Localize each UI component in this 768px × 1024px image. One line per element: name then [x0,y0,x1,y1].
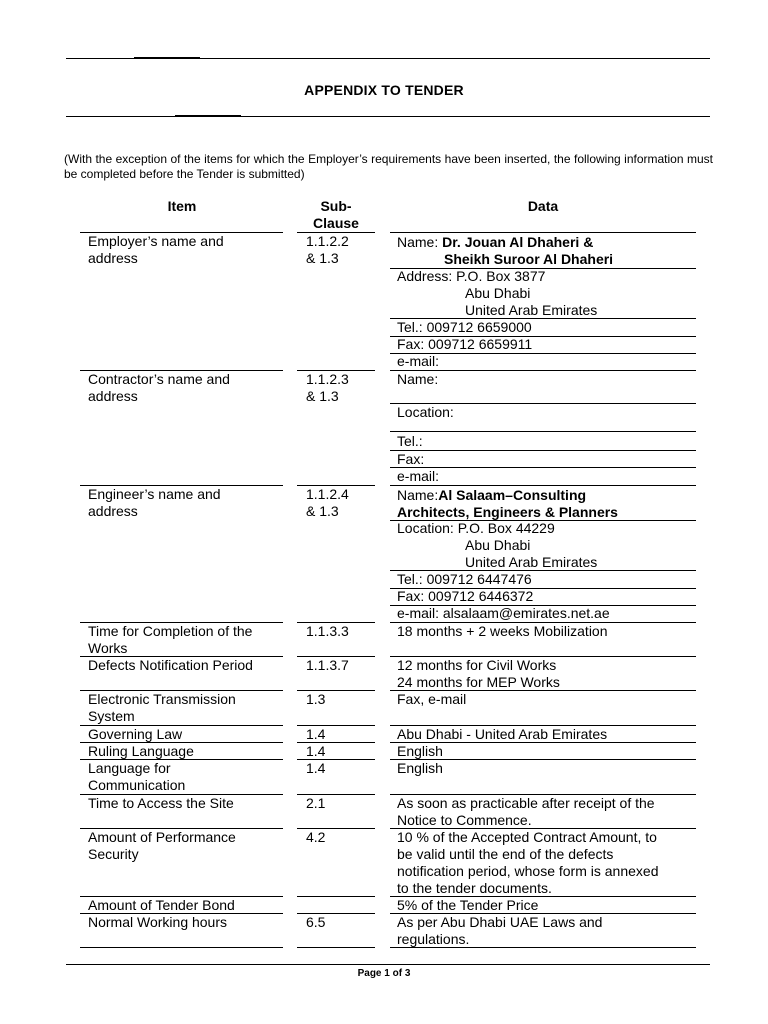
engineer-clause-line1: 1.1.2.4 [306,486,349,502]
transmission-clause: 1.3 [306,691,326,707]
employer-clause-line2: & 1.3 [306,250,339,266]
hours-data [397,914,602,948]
defects-clause: 1.1.3.7 [306,657,349,673]
ruling-clause: 1.4 [306,743,326,759]
engineer-name-line2: Architects, Engineers & Planners [397,504,618,520]
site-item: Time to Access the Site [88,795,234,811]
completion-data: 18 months + 2 weeks Mobilization [397,623,608,639]
employer-name-label: Name: [397,234,443,250]
law-data: Abu Dhabi - United Arab Emirates [397,726,608,742]
transmission-item-line1: Electronic Transmission [88,691,236,707]
engineer-location-line3: United Arab Emirates [465,554,598,570]
completion-clause: 1.1.3.3 [306,623,349,639]
contractor-clause-line1: 1.1.2.3 [306,371,349,387]
employer-address [397,268,597,319]
law-item: Governing Law [88,726,183,742]
defects-data [397,657,560,691]
hours-data-line1: As per Abu Dhabi UAE Laws and [397,914,603,930]
performance-data-line2: be valid until the end of the defects [397,846,614,862]
row-rule [390,232,696,233]
row-rule [390,947,696,948]
page-number: Page 1 of 3 [357,968,411,979]
header-rule-bottom [66,116,710,117]
contractor-location: Location: [397,404,454,420]
intro-text: (With the exception of the items for which the Employer’s requirements have been inserted, the following information must be completed before the Tender is submitted) [64,152,713,181]
employer-email: e-mail: [397,353,440,369]
page-title: APPENDIX TO TENDER [304,82,464,98]
completion-item-line1: Time for Completion of the [88,623,253,639]
row-rule [297,947,375,948]
site-data [397,795,655,829]
contractor-clause [306,371,349,405]
communication-clause: 1.4 [306,760,326,776]
contractor-tel: Tel.: [397,433,423,449]
transmission-item-line2: System [88,708,135,724]
employer-name-line1: Dr. Jouan Al Dhaheri & [442,234,594,250]
data-rule [390,450,696,451]
column-header-subclause-line2: Clause [313,215,359,231]
contractor-email: e-mail: [397,468,440,484]
employer-clause [306,233,349,267]
column-header-subclause-line1: Sub- [320,198,352,214]
column-header-subclause [296,198,376,232]
site-data-line2: Notice to Commence. [397,812,532,828]
engineer-tel: Tel.: 009712 6447476 [397,571,532,587]
performance-clause: 4.2 [306,829,326,845]
employer-address-line1: Address: P.O. Box 3877 [397,268,546,284]
contractor-item-line1: Contractor’s name and [88,371,230,387]
bond-data: 5% of the Tender Price [397,897,539,913]
transmission-data: Fax, e-mail [397,691,467,707]
employer-item-line1: Employer’s name and [88,233,224,249]
performance-data [397,829,658,897]
communication-item-line2: Communication [88,777,186,793]
column-header-data: Data [527,198,559,214]
engineer-name-label: Name: [397,487,439,503]
completion-item [88,623,252,657]
performance-item-line2: Security [88,846,139,862]
transmission-item [88,691,236,725]
communication-item-line1: Language for [88,760,171,776]
header-rule-top-thick [134,57,200,58]
engineer-name [397,487,618,521]
employer-clause-line1: 1.1.2.2 [306,233,349,249]
defects-data-line1: 12 months for Civil Works [397,657,557,673]
communication-data: English [397,760,443,776]
contractor-item-line2: address [88,388,138,404]
employer-item [88,233,224,267]
engineer-clause [306,486,349,520]
performance-data-line4: to the tender documents. [397,880,552,896]
row-rule [297,896,375,897]
row-rule [390,485,696,486]
data-rule [390,431,696,432]
contractor-clause-line2: & 1.3 [306,388,339,404]
engineer-item [88,486,221,520]
site-data-line1: As soon as practicable after receipt of the [397,795,655,811]
hours-item: Normal Working hours [88,914,228,930]
employer-name-line2: Sheikh Suroor Al Dhaheri [444,251,614,267]
engineer-location [397,520,597,571]
column-header-item: Item [167,198,197,214]
performance-item-line1: Amount of Performance [88,829,236,845]
engineer-email: e-mail: alsalaam@emirates.net.ae [397,605,610,621]
ruling-item: Ruling Language [88,743,194,759]
employer-address-line2: Abu Dhabi [465,285,531,301]
header-rule-bottom-thick [175,115,241,116]
footer-rule [66,964,710,965]
engineer-location-line1: Location: P.O. Box 44229 [397,520,555,536]
employer-tel: Tel.: 009712 6659000 [397,319,532,335]
site-clause: 2.1 [306,795,326,811]
header-rule-top [66,58,710,59]
engineer-fax: Fax: 009712 6446372 [397,588,534,604]
performance-item [88,829,236,863]
contractor-item [88,371,230,405]
employer-name [397,234,613,268]
employer-item-line2: address [88,250,138,266]
communication-item [88,760,185,794]
completion-item-line2: Works [88,640,128,656]
hours-data-line2: regulations. [397,931,470,947]
defects-data-line2: 24 months for MEP Works [397,674,560,690]
employer-fax: Fax: 009712 6659911 [397,336,533,352]
bond-item: Amount of Tender Bond [88,897,235,913]
employer-address-line3: United Arab Emirates [465,302,598,318]
performance-data-line1: 10 % of the Accepted Contract Amount, to [397,829,657,845]
engineer-item-line1: Engineer’s name and [88,486,221,502]
hours-clause: 6.5 [306,914,326,930]
performance-data-line3: notification period, whose form is annexed [397,863,659,879]
contractor-name: Name: [397,371,439,387]
engineer-item-line2: address [88,503,138,519]
law-clause: 1.4 [306,726,326,742]
defects-item: Defects Notification Period [88,657,253,673]
contractor-fax: Fax: [397,451,425,467]
ruling-data: English [397,743,443,759]
engineer-location-line2: Abu Dhabi [465,537,531,553]
engineer-clause-line2: & 1.3 [306,503,339,519]
row-rule [80,947,283,948]
engineer-name-line1: Al Salaam–Consulting [438,487,587,503]
